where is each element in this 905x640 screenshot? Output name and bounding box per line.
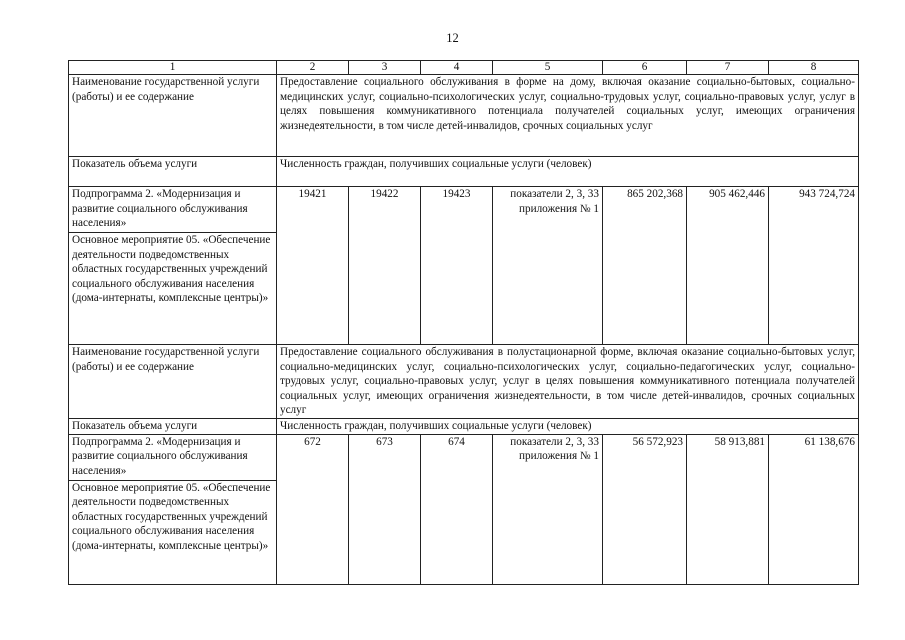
column-number: 4 — [421, 61, 493, 75]
page-number: 12 — [446, 31, 459, 45]
column-number: 7 — [687, 61, 769, 75]
service-name-row — [69, 75, 859, 157]
program-row — [69, 434, 859, 480]
value-cell: 19423 — [421, 187, 493, 345]
value-cell: 674 — [421, 434, 493, 584]
program-label: Подпрограмма 2. «Модернизация и развитие социального обслуживания населения» — [69, 434, 277, 480]
service-name-label: Наименование государственной услуги (работы) и ее содержание — [69, 75, 277, 157]
indicator-reference: показатели 2, 3, 33 приложения № 1 — [493, 434, 603, 584]
column-number: 5 — [493, 61, 603, 75]
value-cell: 672 — [277, 434, 349, 584]
service-name-label: Наименование государственной услуги (работы) и ее содержание — [69, 345, 277, 419]
value-cell: 865 202,368 — [603, 187, 687, 345]
value-cell: 943 724,724 — [769, 187, 859, 345]
service-name-row — [69, 345, 859, 419]
value-cell: 56 572,923 — [603, 434, 687, 584]
indicator-text: Численность граждан, получивших социальные услуги (человек) — [277, 418, 859, 434]
column-number: 3 — [349, 61, 421, 75]
indicator-label: Показатель объема услуги — [69, 157, 277, 187]
indicator-reference: показатели 2, 3, 33 приложения № 1 — [493, 187, 603, 345]
value-cell: 58 913,881 — [687, 434, 769, 584]
value-cell: 19422 — [349, 187, 421, 345]
column-number: 1 — [69, 61, 277, 75]
column-number-row — [69, 61, 859, 75]
column-number: 8 — [769, 61, 859, 75]
value-cell: 61 138,676 — [769, 434, 859, 584]
activity-label: Основное мероприятие 05. «Обеспечение деятельности подведомственных областных государственных учреждений социального обслуживания населения (дома-интернаты, комплексные центры)» — [69, 480, 277, 584]
program-label: Подпрограмма 2. «Модернизация и развитие социального обслуживания населения» — [69, 187, 277, 233]
column-number: 6 — [603, 61, 687, 75]
value-cell: 19421 — [277, 187, 349, 345]
indicator-row — [69, 418, 859, 434]
service-name-text: Предоставление социального обслуживания в полустационарной форме, включая оказание социально-бытовых услуг, социально-медицинских услуг, социально-психологических услуг, социально-педагогических услуг, социально-трудовых услуг, социально-правовых услуг, услуг в целях повышения коммуникативного потенциала получателей социальных услуг, имеющих ограничения жизнедеятельности, в том числе детей-инвалидов, срочных социальных услуг — [277, 345, 859, 419]
indicator-text: Численность граждан, получивших социальные услуги (человек) — [277, 157, 859, 187]
service-name-text: Предоставление социального обслуживания в форме на дому, включая оказание социально-бытовых, социально-медицинских услуг, социально-психологических услуг, социально-трудовых услуг, социально-правовых услуг, услуг в целях повышения коммуникативного потенциала получателей социальных услуг, имеющих ограничения жизнедеятельности, в том числе детей-инвалидов, срочных социальных услуг — [277, 75, 859, 157]
value-cell: 673 — [349, 434, 421, 584]
indicator-row — [69, 157, 859, 187]
value-cell: 905 462,446 — [687, 187, 769, 345]
column-number: 2 — [277, 61, 349, 75]
services-table — [68, 60, 859, 585]
program-row — [69, 187, 859, 233]
indicator-label: Показатель объема услуги — [69, 418, 277, 434]
activity-label: Основное мероприятие 05. «Обеспечение деятельности подведомственных областных государственных учреждений социального обслуживания населения (дома-интернаты, комплексные центры)» — [69, 233, 277, 345]
